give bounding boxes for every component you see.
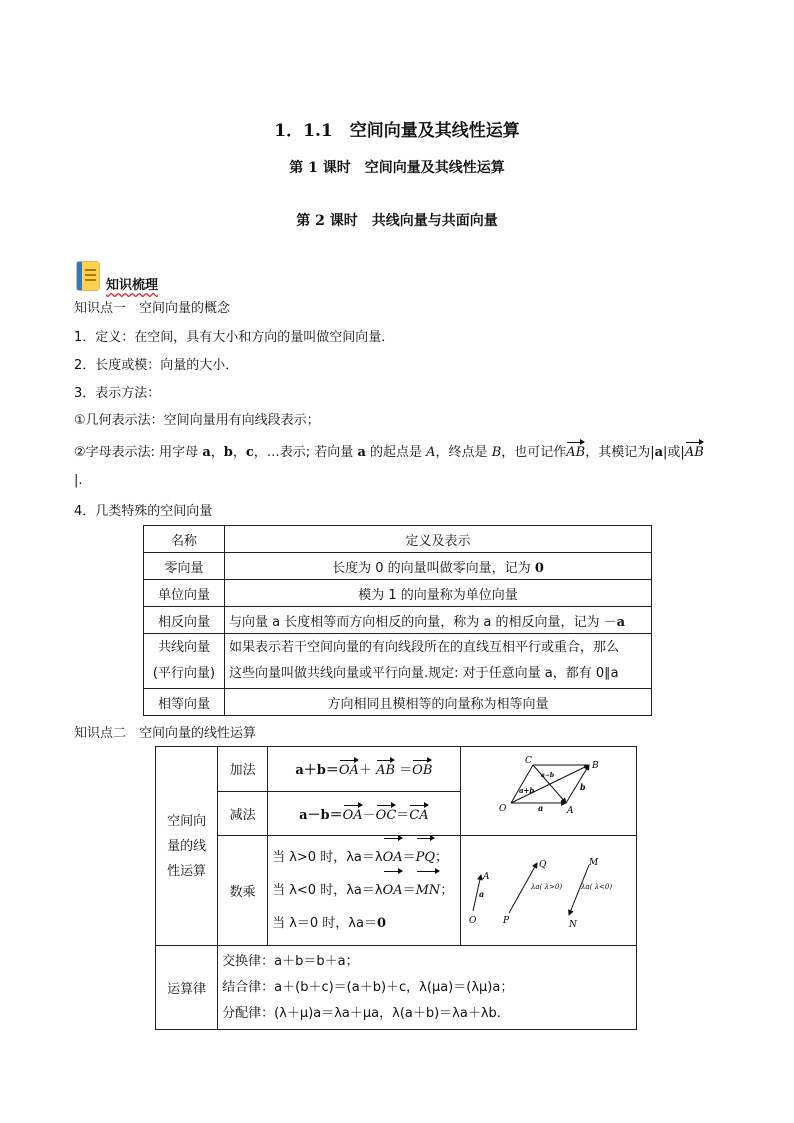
law-label: 运算律	[156, 946, 218, 1030]
table-header-row	[144, 526, 652, 553]
book-icon	[76, 260, 102, 292]
laws-content	[218, 946, 637, 1030]
point1-heading: 知识点一 空间向量的概念	[74, 301, 231, 316]
table-row: 零向量 长度为 0 的向量叫做零向量，记为 0	[144, 553, 652, 580]
header-definition: 定义及表示	[225, 526, 652, 553]
parallelogram-diagram	[461, 747, 633, 831]
distributive-law: 分配律：(λ＋μ)a＝λa＋μa，λ(a＋b)＝λa＋λb.	[222, 1005, 501, 1021]
table-row: 共线向量 (平行向量) 如果表示若干空间向量的有向线段所在的直线互相平行或重合，那么 这些向量叫做共线向量或平行向量.规定: 对于任意向量 a，都有 0∥a	[144, 634, 652, 689]
svg-text:a: a	[478, 888, 484, 899]
svg-text:a−b: a−b	[540, 772, 554, 779]
special-vectors-heading: 4．几类特殊的空间向量	[74, 504, 213, 519]
svg-text:O: O	[468, 915, 477, 926]
notation-heading: 3．表示方法：	[74, 386, 161, 401]
definition-line: 1．定义：在空间，具有大小和方向的量叫做空间向量．	[74, 330, 395, 345]
lesson-subtitle-2: 第 2 课时 共线向量与共面向量	[296, 213, 498, 229]
scalar-figure	[460, 836, 636, 946]
svg-text:A: A	[482, 871, 490, 882]
svg-text:a+b: a+b	[518, 786, 534, 795]
addition-formula: a＋b＝OA＋ AB ＝OB	[268, 747, 461, 792]
addition-label: 加法	[218, 747, 268, 792]
svg-text:M: M	[588, 857, 598, 868]
section-header	[74, 260, 274, 294]
length-line: 2．长度或模：向量的大小．	[74, 358, 239, 373]
svg-text:λa( λ<0): λa( λ<0)	[580, 882, 612, 891]
vector-AB-modulus: AB	[684, 445, 704, 460]
notation-close: |.	[74, 473, 83, 488]
parallelogram-figure	[460, 747, 636, 836]
svg-text:A: A	[566, 806, 574, 816]
table-row: 相反向量 与向量 a 长度相等而方向相反的向量，称为 a 的相反向量，记为 －a	[144, 607, 652, 634]
group-label: 空间向 量的线 性运算	[156, 747, 218, 946]
svg-text:B: B	[591, 761, 599, 771]
svg-text:C: C	[524, 756, 532, 766]
svg-text:b: b	[579, 782, 586, 792]
commutative-law: 交换律：a＋b＝b＋a；	[222, 953, 359, 969]
page-title: 1．1.1 空间向量及其线性运算	[274, 121, 520, 141]
svg-text:P: P	[502, 915, 509, 926]
vector-AB: AB	[566, 445, 586, 460]
scalar-label: 数乘	[218, 836, 268, 946]
svg-text:O: O	[498, 804, 507, 814]
special-vectors-table	[143, 525, 652, 716]
header-name: 名称	[144, 526, 225, 553]
svg-text:a: a	[537, 803, 543, 813]
scalar-multiplication-diagram	[461, 839, 633, 939]
point2-heading: 知识点二 空间向量的线性运算	[74, 726, 257, 741]
section-label: 知识梳理	[106, 278, 159, 293]
letter-notation: ②字母表示法: 用字母 a，b，c，…表示; 若向量 a 的起点是 A，终点是 B，也可记作AB，其模记为|a|或|AB	[74, 445, 704, 460]
svg-text:λa( λ>0): λa( λ>0)	[530, 882, 562, 891]
lesson-subtitle-1: 第 1 课时 空间向量及其线性运算	[289, 160, 505, 176]
geometric-notation: ①几何表示法：空间向量用有向线段表示；	[74, 413, 320, 428]
subtraction-label: 减法	[218, 791, 268, 836]
svg-text:Q: Q	[538, 859, 547, 870]
svg-text:N: N	[568, 919, 577, 930]
scalar-formulas: 当 λ>0 时，λa＝λOA＝PQ； 当 λ<0 时，λa＝λOA＝MN； 当 λ＝0 时，λa＝0	[268, 836, 461, 946]
associative-law: 结合律：a＋(b＋c)＝(a＋b)＋c，λ(μa)＝(λμ)a；	[222, 979, 514, 995]
linear-operations-table	[155, 746, 637, 1030]
table-row: 单位向量 模为 1 的向量称为单位向量	[144, 580, 652, 607]
subtraction-formula: a－b＝OA－OC＝CA	[268, 791, 461, 836]
table-row: 相等向量 方向相同且模相等的向量称为相等向量	[144, 689, 652, 716]
